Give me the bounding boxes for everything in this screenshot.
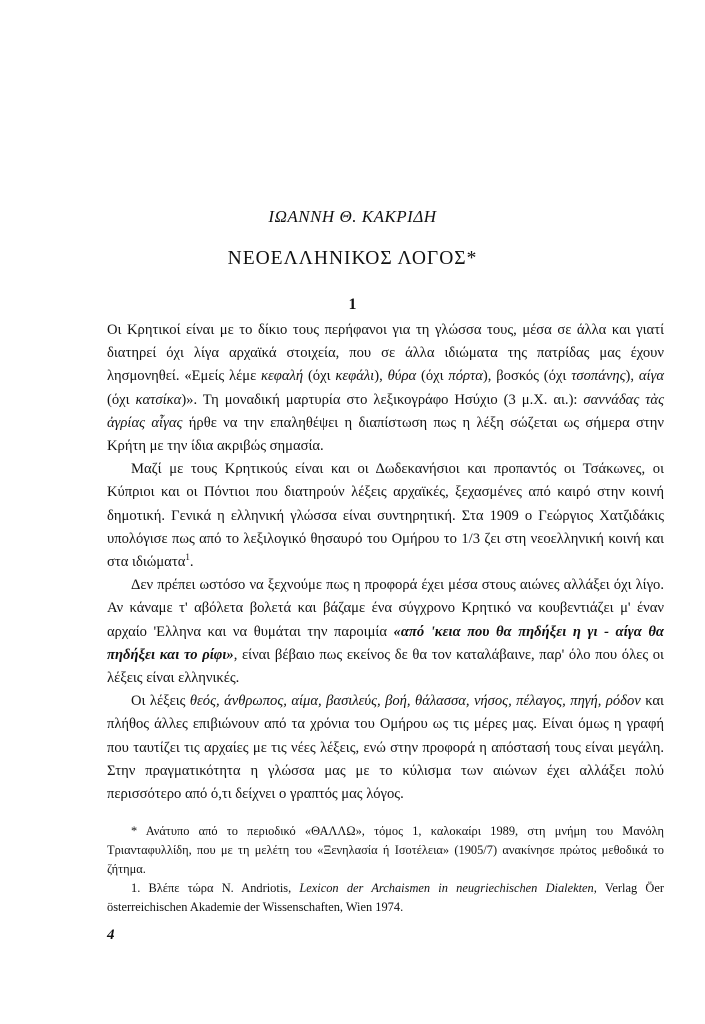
text-span: και πλήθος άλλες επιβιώνουν από τα χρόνια του Ομήρου ως τις μέρες μας. Είναι όμως η γραφή που ταυτίζει τις αρχαίες με τις νέες λέξεις, ενώ στην προφορά η απόστασή τους είναι μεγάλη. Στην πραγματικότητα η γλώσσα μας με το κύλισμα των αιώνων έχει αλλάξει πολύ περισσότερο από ό,τι δείχνει ο γραπτός μας λόγος. (107, 693, 664, 803)
text-span: ), (374, 368, 388, 385)
text-span: )». Τη μοναδική μαρτυρία στο λεξικογράφο Ησύχιο (3 μ.Χ. αι.): (181, 391, 584, 408)
italic-term: κατσίκα (135, 391, 182, 408)
footnote-1 (107, 879, 664, 917)
page-number: 4 (107, 927, 115, 943)
text-span: Μαζί με τους Κρητικούς είναι και οι Δωδεκανήσιοι και προπαντός οι Τσάκωνες, οι Κύπριοι και οι Πόντιοι που διατηρούν λέξεις αρχαϊκές, ξεχασμένες από καιρό στην κοινή δημοτική. Γενικά η ελληνική γλώσσα είναι συντηρητική. Στα 1909 ο Γεώργιος Χατζιδάκις υπολόγισε πως από το λεξιλογικό θησαυρό του Ομήρου το 1/3 ζει στη νεοελληνική κοινή και στα ιδιώματα (107, 461, 664, 571)
author-name: ΙΩΑΝΝΗ Θ. ΚΑΚΡΙΔΗ (268, 207, 437, 226)
text-span: . (189, 554, 194, 571)
paragraph-4 (107, 690, 664, 806)
article-title: ΝΕΟΕΛΛΗΝΙΚΟΣ ΛΟΓΟΣ* (227, 248, 478, 269)
italic-term: θύρα (387, 368, 417, 385)
text-span: , είναι βέβαιο πως εκείνος δε θα τον καταλάβαινε, παρ' όλο που όλες οι λέξεις είναι ελληνικές. (107, 646, 664, 687)
text-span: ήρθε να την επαληθέψει η διαπίστωση πως η λέξη σώζεται ως σήμερα στην Κρήτη με την ίδια ακριβώς σημασία. (107, 414, 665, 455)
text-span: Δεν πρέπει ωστόσο να ξεχνούμε πως η προφορά έχει μέσα στους αιώνες αλλάξει όχι λίγο. Αν κάναμε τ' αβόλετα βολετά και βάζαμε ένα σύγχρονο Κρητικό να κουβεντιάζει μ' έναν αρχαίο 'Ελληνα και να θυμάται την παροιμία (107, 577, 664, 640)
text-span: Verlag Öer österreichischen Akademie der Wissenschaften, Wien 1974. (107, 881, 664, 914)
proverb-quote: «από 'κεια που θα πηδήξει η γι - αίγα θα πηδήξει και το ρίφι» (107, 623, 664, 663)
footnote-ref: 1 (185, 552, 190, 563)
section-number: 1 (348, 296, 357, 313)
text-span: Οι Κρητικοί είναι με το δίκιο τους περήφανοι για τη γλώσσα τους, μέσα σε άλλα και γιατί διατηρεί όχι λίγα αρχαϊκά στοιχεία, που σε άλλα ιδιώματα της πατρίδας μας έχουν λησμονηθεί. «Εμείς λέμε (107, 322, 664, 385)
text-span: (όχι (107, 391, 136, 408)
italic-term: τσοπάνης (571, 368, 626, 385)
text-span: Οι λέξεις (131, 693, 190, 710)
italic-term-list: θεός, άνθρωπος, αίμα, βασιλεύς, βοή, θάλασσα, νήσος, πέλαγος, πηγή, ρόδον (189, 693, 641, 710)
italic-term: κεφάλι (335, 368, 375, 385)
paragraph-2 (107, 458, 664, 574)
text-span: (όχι (416, 368, 449, 385)
footnotes (107, 822, 664, 917)
article-body (107, 319, 664, 806)
italic-quote: σαννάδας τὰς ἀγρίας αἶγας (107, 391, 664, 431)
paragraph-3 (107, 574, 664, 690)
book-title: Lexicon der Archaismen in neugriechischen Dialekten, (299, 881, 597, 895)
paragraph-1 (107, 319, 664, 458)
text-span: (όχι (303, 368, 336, 385)
italic-term: αίγα (638, 368, 665, 385)
text-span: 1. Βλέπε τώρα N. Andriotis, (131, 881, 300, 895)
footnote-star: * Ανάτυπο από το περιοδικό «ΘΑΛΛΩ», τόμος 1, καλοκαίρι 1989, στη μνήμη του Μανόλη Τριανταφυλλίδη, που με τη μελέτη του «Ξενηλασία ή Ισοτέλεια» (1905/7) ανακίνησε πρώτος μεθοδικά το ζήτημα. (107, 824, 664, 876)
italic-term: κεφαλή (261, 368, 304, 385)
italic-term: πόρτα (448, 368, 483, 385)
text-span: ), (625, 368, 639, 385)
text-span: ), βοσκός (όχι (482, 368, 572, 385)
